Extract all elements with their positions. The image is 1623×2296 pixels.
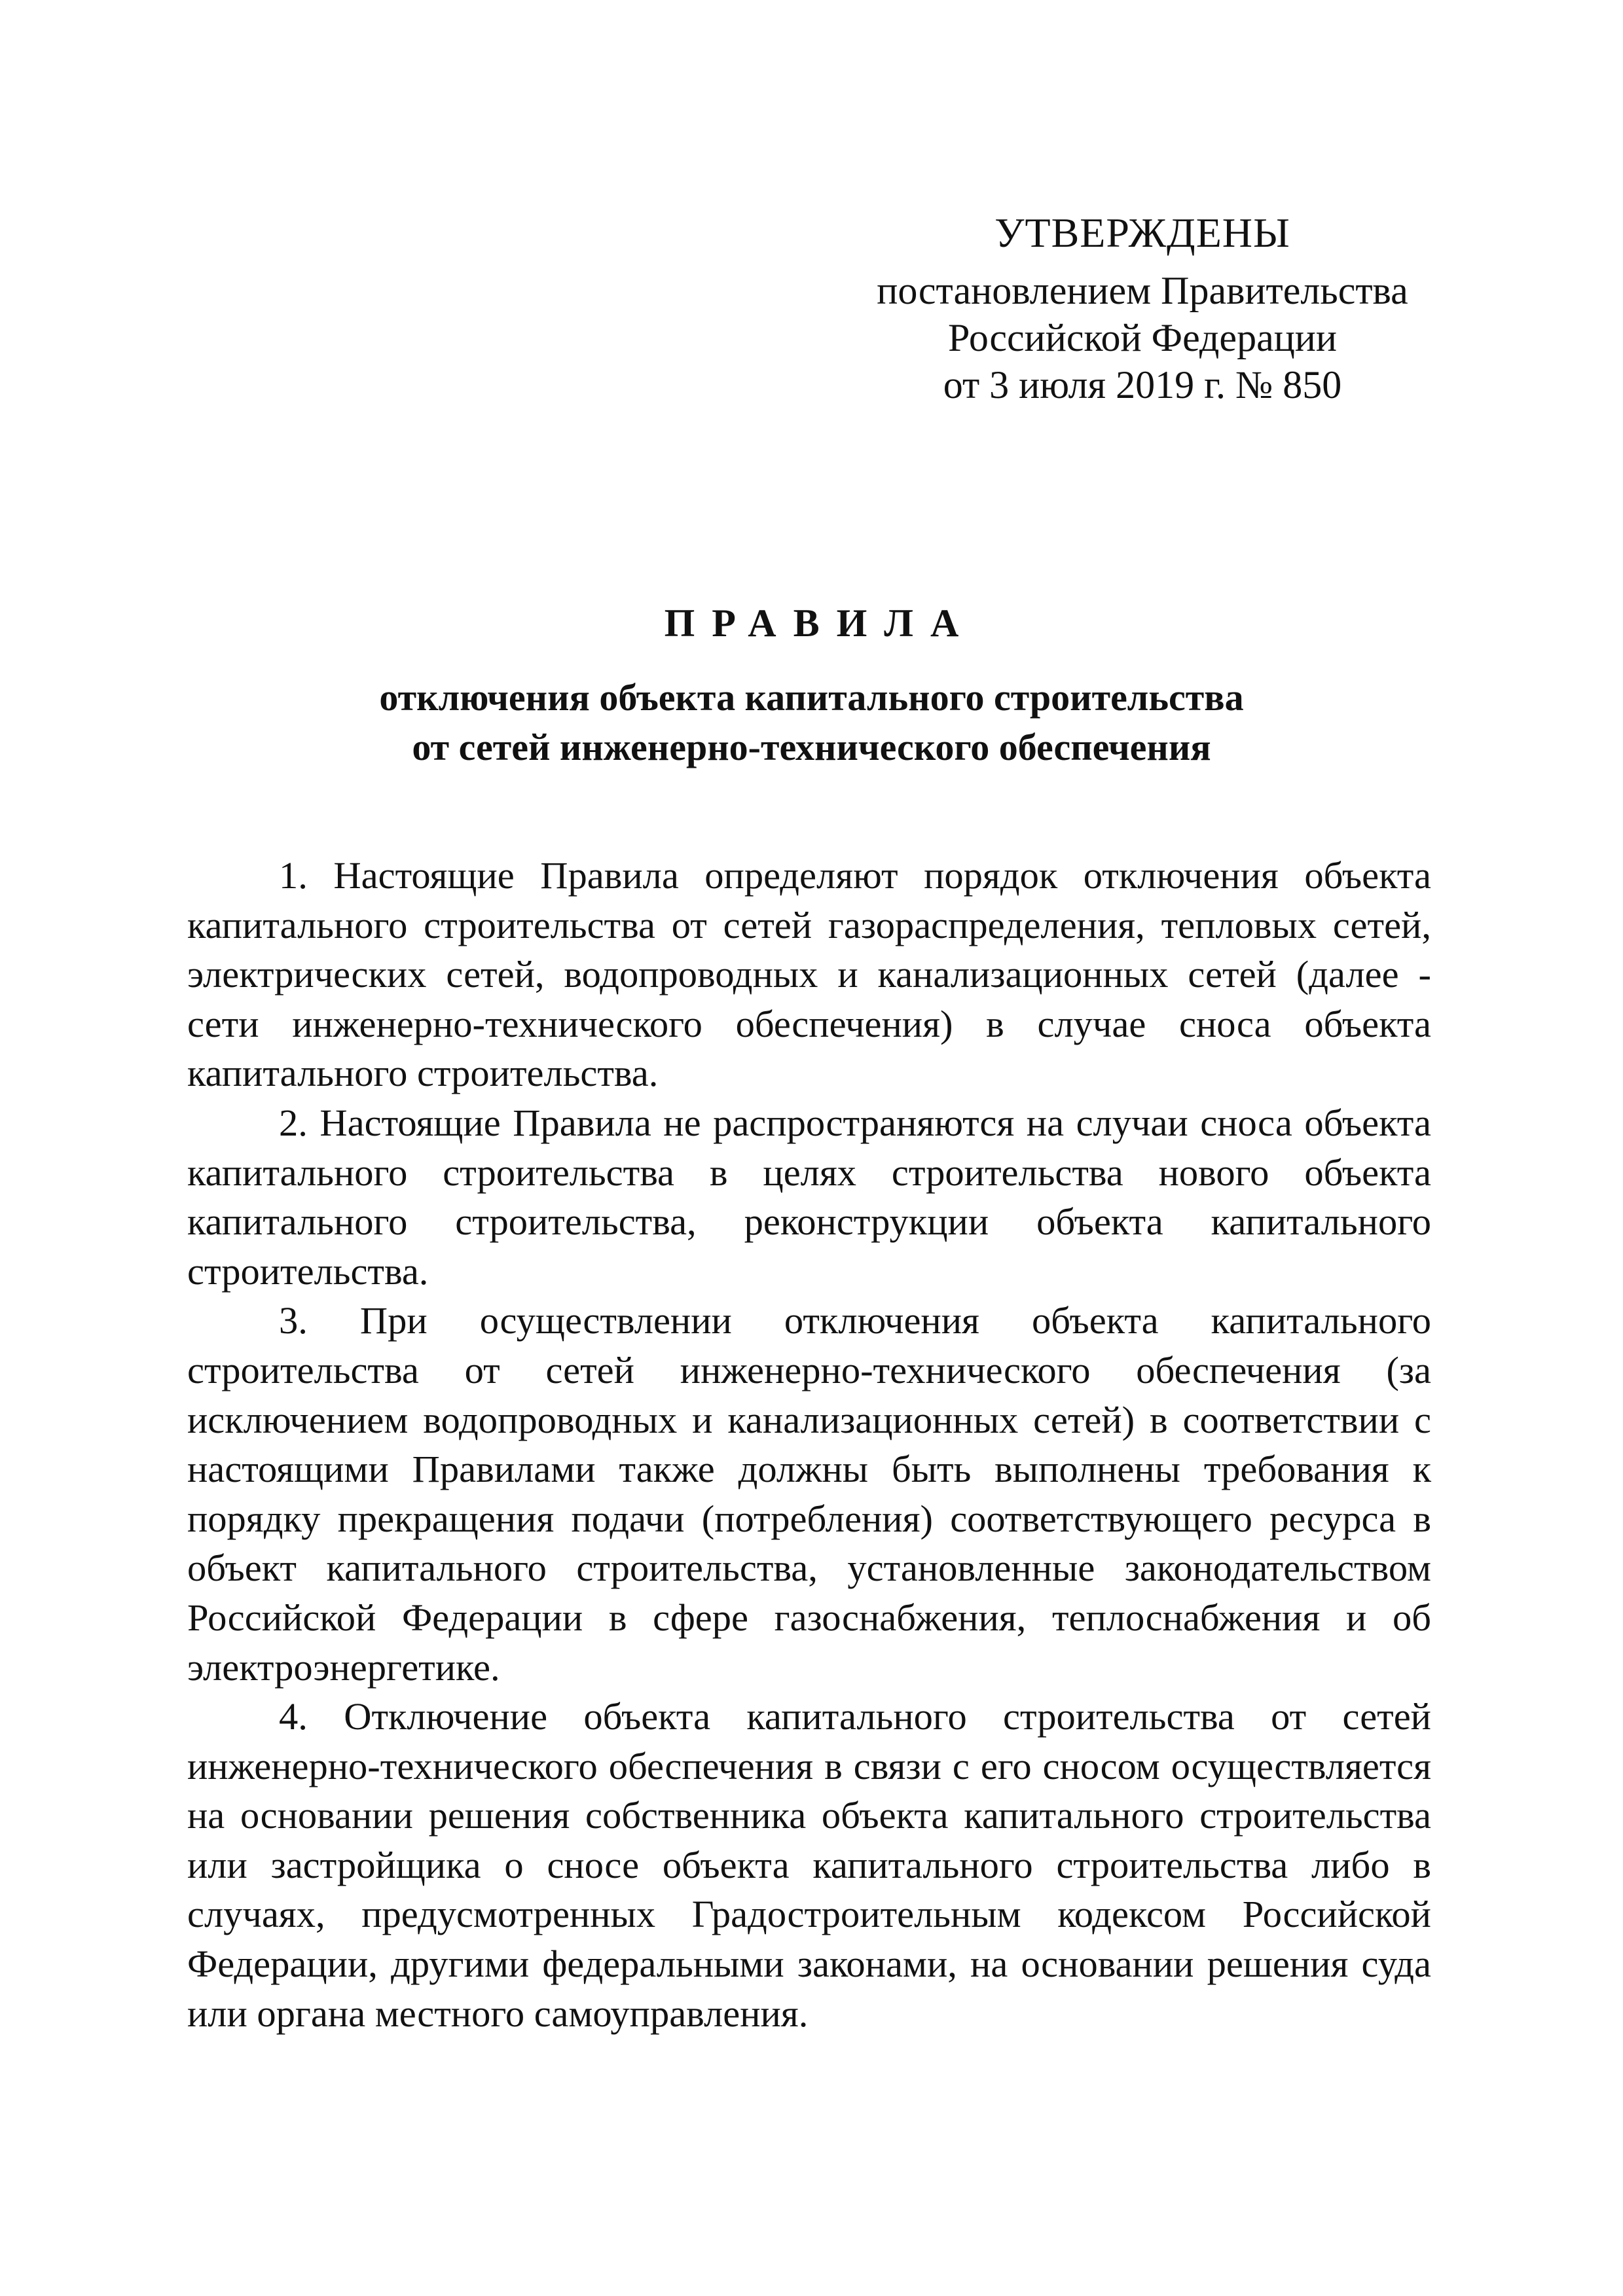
- title-block: [0, 600, 1623, 772]
- subtitle-line-1: отключения объекта капитального строительства: [379, 676, 1244, 719]
- paragraph-3: [187, 1296, 1431, 1692]
- paragraph-number: 3.: [279, 1299, 308, 1342]
- approval-block: [838, 208, 1447, 408]
- body-text: [187, 851, 1431, 2038]
- subtitle-line-2: от сетей инженерно-технического обеспечения: [412, 726, 1211, 768]
- approval-line-3: от 3 июля 2019 г. № 850: [943, 363, 1342, 406]
- paragraph-number: 1.: [279, 854, 308, 897]
- paragraph-number: 2.: [279, 1101, 308, 1144]
- document-subtitle: [0, 673, 1623, 772]
- paragraph-text: Отключение объекта капитального строительства от сетей инженерно-технического обеспечения в связи с его сносом осуществляется на основании решения собственника объекта капитального строительства или застройщика о сносе объекта капитального строительства либо в случаях, предусмотренных Градостроительным кодексом Российской Федерации, другими федеральными законами, на основании решения суда или органа местного самоуправления.: [187, 1695, 1431, 2035]
- document-title: ПРАВИЛА: [664, 601, 976, 645]
- paragraph-4: [187, 1692, 1431, 2038]
- paragraph-text: Настоящие Правила определяют порядок отключения объекта капитального строительства от сетей газораспределения, тепловых сетей, электрических сетей, водопроводных и канализационных сетей (далее - сети инженерно-технического обеспечения) в случае сноса объекта капитального строительства.: [187, 854, 1431, 1095]
- paragraph-2: [187, 1098, 1431, 1296]
- paragraph-text: Настоящие Правила не распространяются на случаи сноса объекта капитального строительства в целях строительства нового объекта капитального строительства, реконструкции объекта капитального строительства.: [187, 1101, 1431, 1293]
- approval-line-2: Российской Федерации: [947, 316, 1338, 359]
- approval-heading: УТВЕРЖДЕНЫ: [994, 209, 1290, 256]
- paragraph-1: [187, 851, 1431, 1098]
- paragraph-text: При осуществлении отключения объекта капитального строительства от сетей инженерно-технического обеспечения (за исключением водопроводных и канализационных сетей) в соответствии с настоящими Правилами также должны быть выполнены требования к порядку прекращения подачи (потребления) соответствующего ресурса в объект капитального строительства, установленные законодательством Российской Федерации в сфере газоснабжения, теплоснабжения и об электроэнергетике.: [187, 1299, 1431, 1689]
- paragraph-number: 4.: [279, 1695, 308, 1738]
- approval-line-1: постановлением Правительства: [877, 269, 1408, 312]
